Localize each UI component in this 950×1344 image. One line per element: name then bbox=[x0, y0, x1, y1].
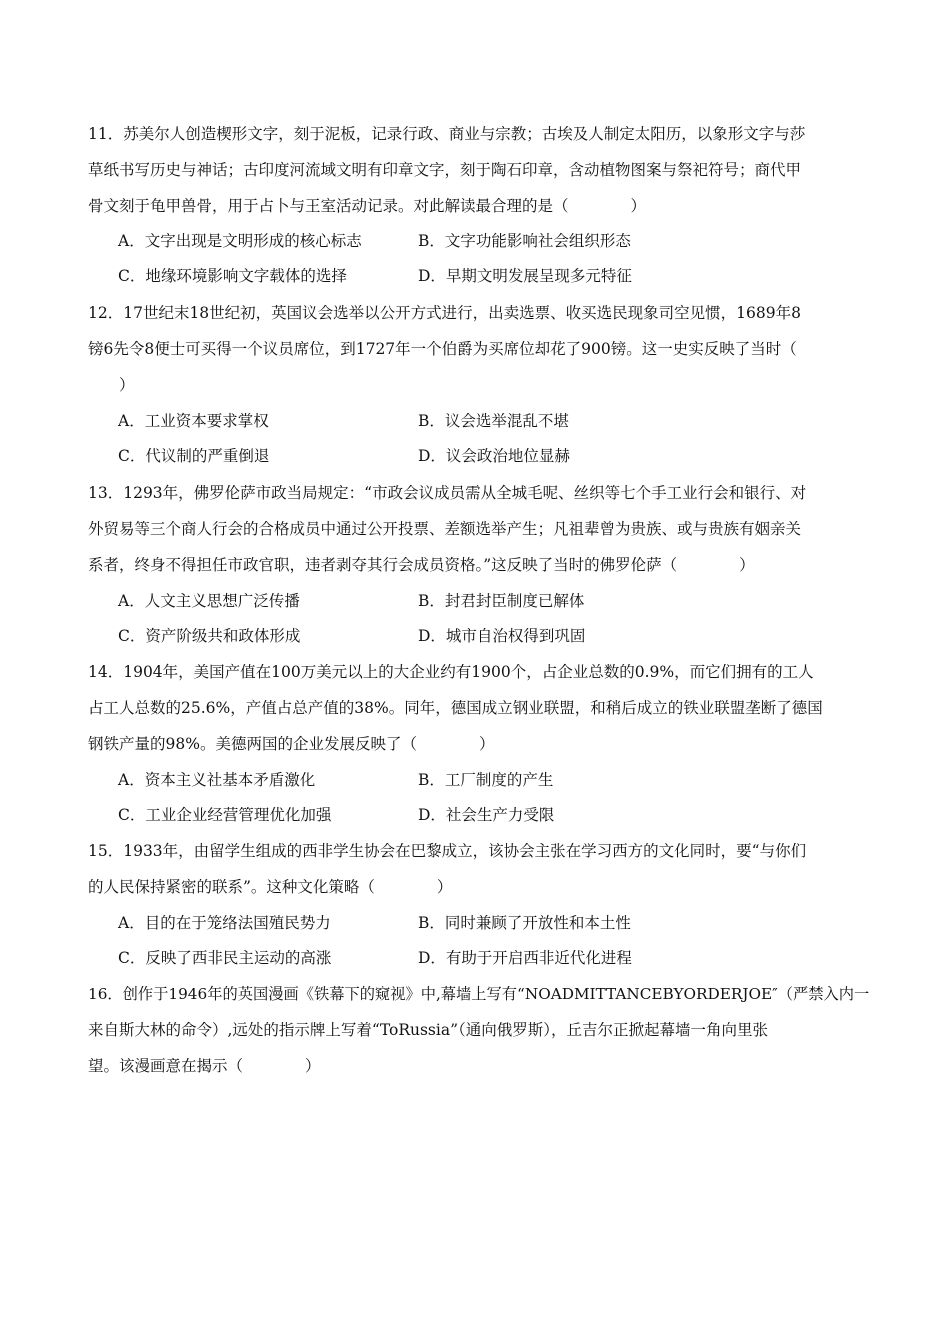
option-b[interactable]: B．封君封臣制度已解体 bbox=[418, 592, 585, 610]
option-a[interactable]: A．目的在于笼络法国殖民势力 bbox=[118, 914, 331, 932]
question-text-line: 16．创作于1946年的英国漫画《铁幕下的窥视》中,幕墙上写有“NOADMITTANCEBYORDERJOE″（严禁入内一 bbox=[88, 985, 870, 1003]
option-a[interactable]: A．工业资本要求掌权 bbox=[118, 412, 269, 430]
option-d[interactable]: D．早期文明发展呈现多元特征 bbox=[418, 267, 632, 285]
question-text-line: 系者，终身不得担任市政官职，违者剥夺其行会成员资格。”这反映了当时的佛罗伦萨（ ） bbox=[88, 556, 755, 574]
question-text-line: 骨文刻于龟甲兽骨，用于占卜与王室活动记录。对此解读最合理的是（ ） bbox=[88, 197, 647, 215]
question-text-line: 13．1293年，佛罗伦萨市政当局规定：“市政会议成员需从全城毛呢、丝织等七个手工业行会和银行、对 bbox=[88, 484, 807, 502]
question-text-line: 11．苏美尔人创造楔形文字，刻于泥板，记录行政、商业与宗教；古埃及人制定太阳历，以象形文字与莎 bbox=[88, 125, 806, 143]
question-text-line: 外贸易等三个商人行会的合格成员中通过公开投票、差额选举产生；凡祖辈曾为贵族、或与贵族有姻亲关 bbox=[88, 520, 802, 538]
option-c[interactable]: C．地缘环境影响文字载体的选择 bbox=[118, 267, 347, 285]
option-c[interactable]: C．工业企业经营管理优化加强 bbox=[118, 806, 332, 824]
option-a[interactable]: A．人文主义思想广泛传播 bbox=[118, 592, 300, 610]
option-b[interactable]: B．工厂制度的产生 bbox=[418, 771, 554, 789]
option-b[interactable]: B．文字功能影响社会组织形态 bbox=[418, 232, 631, 250]
option-d[interactable]: D．议会政治地位显赫 bbox=[418, 447, 570, 465]
question-text-line: 钢铁产量的98%。美德两国的企业发展反映了（ ） bbox=[88, 735, 495, 753]
option-b[interactable]: B．同时兼顾了开放性和本土性 bbox=[418, 914, 631, 932]
question-text-line: 占工人总数的25.6%，产值占总产值的38%。同年，德国成立钢业联盟，和稍后成立的铁业联盟垄断了德国 bbox=[88, 699, 823, 717]
option-d[interactable]: D．社会生产力受限 bbox=[418, 806, 555, 824]
option-d[interactable]: D．城市自治权得到巩固 bbox=[418, 627, 586, 645]
option-b[interactable]: B．议会选举混乱不堪 bbox=[418, 412, 569, 430]
option-a[interactable]: A．资本主义社基本矛盾激化 bbox=[118, 771, 316, 789]
option-c[interactable]: C．资产阶级共和政体形成 bbox=[118, 627, 301, 645]
option-c[interactable]: C．代议制的严重倒退 bbox=[118, 447, 270, 465]
option-c[interactable]: C．反映了西非民主运动的高涨 bbox=[118, 949, 332, 967]
question-text-line: 的人民保持紧密的联系”。这种文化策略（ ） bbox=[88, 878, 453, 896]
question-text-line: ） bbox=[88, 376, 135, 394]
question-text-line: 镑6先令8便士可买得一个议员席位，到1727年一个伯爵为买席位却花了900镑。这一史实反映了当时（ bbox=[88, 340, 797, 358]
question-text-line: 望。该漫画意在揭示（ ） bbox=[88, 1057, 321, 1075]
question-text-line: 草纸书写历史与神话；古印度河流域文明有印章文字，刻于陶石印章，含动植物图案与祭祀符号；商代甲 bbox=[88, 161, 802, 179]
question-text-line: 15．1933年，由留学生组成的西非学生协会在巴黎成立，该协会主张在学习西方的文化同时，要“与你们 bbox=[88, 842, 807, 860]
question-text-line: 14．1904年，美国产值在100万美元以上的大企业约有1900个，占企业总数的0.9%，而它们拥有的工人 bbox=[88, 663, 814, 681]
question-text-line: 来自斯大林的命令）,远处的指示牌上写着“ToRussia”（通向俄罗斯），丘吉尔正掀起幕墙一角向里张 bbox=[88, 1021, 769, 1039]
option-d[interactable]: D．有助于开启西非近代化进程 bbox=[418, 949, 632, 967]
option-a[interactable]: A．文字出现是文明形成的核心标志 bbox=[118, 232, 362, 250]
question-text-line: 12．17世纪末18世纪初，英国议会选举以公开方式进行，出卖选票、收买选民现象司空见惯，1689年8 bbox=[88, 304, 801, 322]
